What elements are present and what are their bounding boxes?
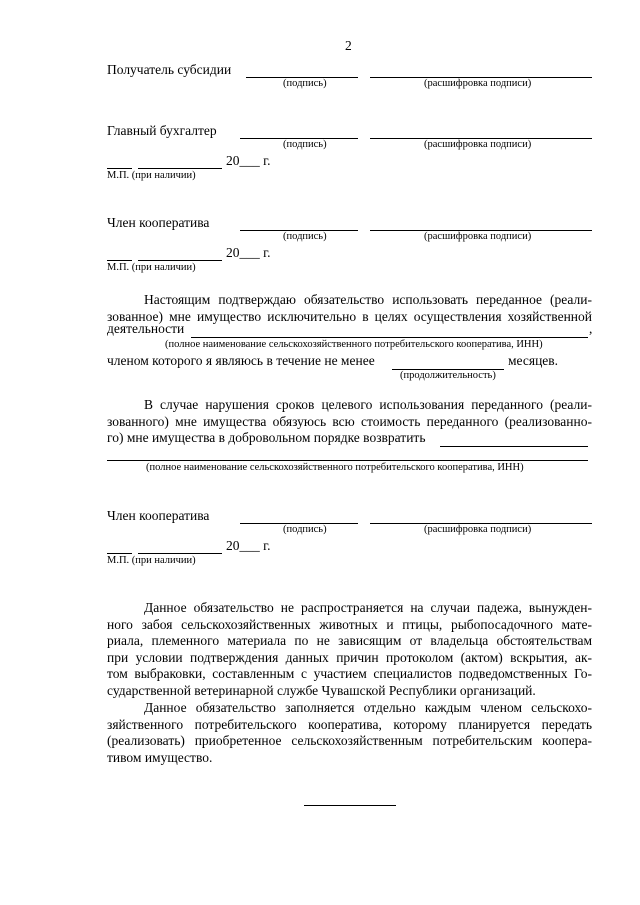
paragraph-comma: , (589, 321, 593, 336)
paragraph-line-start: деятельности (107, 321, 185, 336)
signature-caption: (подпись) (283, 139, 327, 150)
stamp-note: М.П. (при наличии) (107, 555, 196, 566)
paragraph-line: сударственной ветеринарной службе Чувашской Республики организаций. (107, 682, 536, 698)
paragraph-line-start: членом которого я являюсь в течение не менее (107, 353, 375, 368)
paragraph-line: Данное обязательство заполняется отдельно каждым членом сельскохо- (144, 700, 592, 715)
paragraph-line: Данное обязательство не распространяется на случаи падежа, вынужден- (144, 600, 592, 615)
refund-recipient-line[interactable] (440, 446, 588, 447)
signature-label: Главный бухгалтер (107, 123, 217, 138)
signature-label: Член кооператива (107, 215, 210, 230)
paragraph-line-end: месяцев. (508, 353, 559, 368)
paragraph-line: риала, племенного материала по не зависящим от владельца обстоятельствам (107, 633, 592, 649)
signature-decode-caption: (расшифровка подписи) (424, 78, 532, 89)
paragraph-line: тивом имущество. (107, 749, 213, 765)
completion-paragraph (107, 700, 592, 766)
signature-caption: (подпись) (283, 231, 327, 242)
stamp-note: М.П. (при наличии) (107, 262, 196, 273)
signature-decode-caption: (расшифровка подписи) (424, 231, 532, 242)
paragraph-line: зяйственного потребительского кооператива, которому планируется передать (107, 716, 592, 732)
date-day-line[interactable] (107, 260, 132, 261)
page-number: 2 (345, 38, 352, 53)
date-month-line[interactable] (138, 553, 222, 554)
paragraph-line: при условии подтверждения данных причин протоколом (актом) вскрытия, ак- (107, 649, 592, 665)
date-year: 20___ г. (226, 153, 271, 168)
date-year: 20___ г. (226, 538, 271, 553)
paragraph-line: Настоящим подтверждаю обязательство использовать переданное (реали- (144, 292, 592, 307)
signature-caption: (подпись) (283, 524, 327, 535)
signature-caption: (подпись) (283, 78, 327, 89)
signature-label: Член кооператива (107, 508, 210, 523)
date-month-line[interactable] (138, 168, 222, 169)
paragraph-line-start: го) мне имущества в добровольном порядке возвратить (107, 430, 426, 445)
exceptions-paragraph (107, 600, 592, 700)
date-day-line[interactable] (107, 553, 132, 554)
paragraph-line: В случае нарушения сроков целевого использования переданного (реали- (144, 397, 592, 412)
cooperative-name-line[interactable] (191, 337, 588, 338)
date-day-line[interactable] (107, 168, 132, 169)
cooperative-name-caption: (полное наименование сельскохозяйственного потребительского кооператива, ИНН) (146, 462, 524, 473)
duration-caption: (продолжительность) (400, 370, 496, 381)
paragraph-line: зованное) мне имущество исключительно в целях осуществления хозяйственной (107, 308, 592, 324)
cooperative-name-caption: (полное наименование сельскохозяйственного потребительского кооператива, ИНН) (165, 339, 543, 350)
paragraph-line: том выбраковки, составленным с участием специалистов подведомственных Го- (107, 666, 592, 682)
date-year: 20___ г. (226, 245, 271, 260)
paragraph-line: ного забоя сельскохозяйственных животных и птицы, рыбопосадочного мате- (107, 616, 592, 632)
refund-recipient-line-2[interactable] (107, 460, 588, 461)
signature-decode-caption: (расшифровка подписи) (424, 139, 532, 150)
signature-decode-caption: (расшифровка подписи) (424, 524, 532, 535)
date-month-line[interactable] (138, 260, 222, 261)
stamp-note: М.П. (при наличии) (107, 170, 196, 181)
paragraph-line: зованного) мне имущества обязуюсь всю стоимость переданного (реализованно- (107, 413, 592, 429)
paragraph-line: (реализовать) приобретенное сельскохозяйственным потребительским коопера- (107, 733, 592, 749)
signature-label: Получатель субсидии (107, 62, 232, 77)
footer-separator (304, 805, 396, 806)
